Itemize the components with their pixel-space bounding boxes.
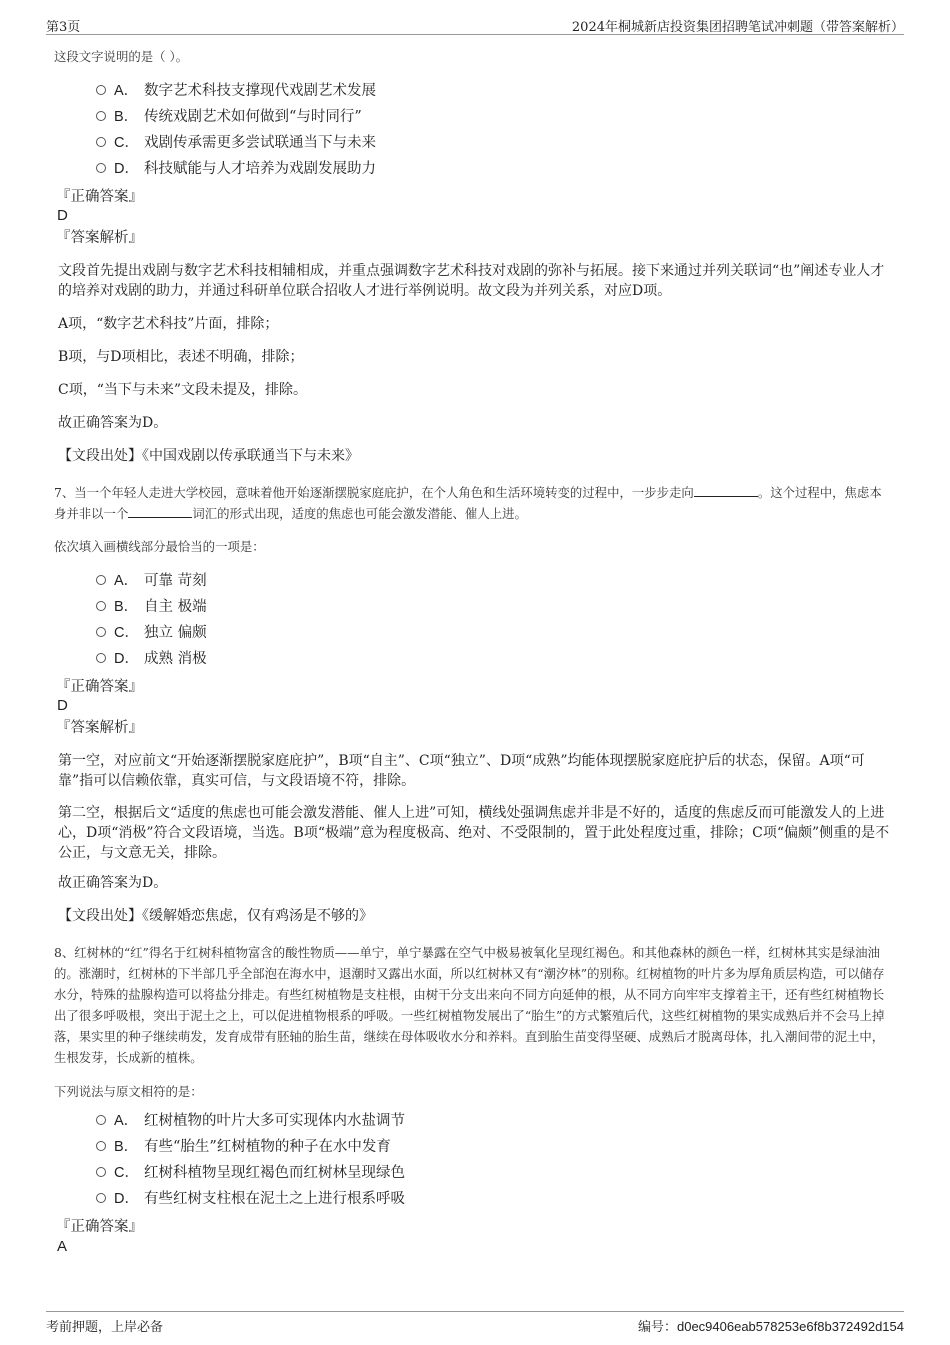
q6-option-d[interactable]: D． 科技赋能与人才培养为戏剧发展助力: [96, 158, 376, 180]
document-title: 2024年桐城新店投资集团招聘笔试冲刺题（带答案解析）: [571, 20, 904, 35]
q7-answer: D: [57, 697, 68, 714]
radio-icon[interactable]: [96, 575, 106, 585]
q7-option-b[interactable]: B． 自主 极端: [96, 596, 207, 618]
radio-icon[interactable]: [96, 85, 106, 95]
radio-icon[interactable]: [96, 111, 106, 121]
footer-code: 编号：d0ec9406eab578253e6f8b372492d154: [637, 1319, 904, 1335]
q7-analysis-1: 第一空，对应前文“开始逐渐摆脱家庭庇护”，B项“自主”、C项“独立”、D项“成熟”均能体现摆脱家庭庇护后的状态，保留。A项“可靠”指可以信赖依靠，真实可信，与文段语境不符，排除。: [58, 753, 865, 789]
q8-option-a[interactable]: A． 红树植物的叶片大多可实现体内水盐调节: [96, 1110, 405, 1132]
q7-analysis-2: 第二空，根据后文“适度的焦虑也可能会激发潜能、催人上进”可知，横线处强调焦虑并非是不好的，适度的焦虑反而可能激发人的上进心，D项“消极”符合文段语境，当选。B项“极端”意为程度极高、绝对、不受限制的，置于此处程度过重，排除；C项“偏颇”侧重的是不公正，与文意无关，排除。: [58, 805, 890, 861]
q6-analysis-4: C项，“当下与未来”文段未提及，排除。: [58, 382, 308, 398]
radio-icon[interactable]: [96, 601, 106, 611]
q6-analysis-2: A项，“数字艺术科技”片面，排除；: [58, 316, 279, 332]
radio-icon[interactable]: [96, 1141, 106, 1151]
radio-icon[interactable]: [96, 1115, 106, 1125]
q7-option-a[interactable]: A． 可靠 苛刻: [96, 570, 207, 592]
q6-option-b[interactable]: B． 传统戏剧艺术如何做到“与时同行”: [96, 106, 362, 128]
q7-option-d[interactable]: D． 成熟 消极: [96, 648, 207, 670]
q6-source: 【文段出处】《中国戏剧以传承联通当下与未来》: [58, 448, 359, 464]
q6-answer: D: [57, 207, 68, 224]
q7-prompt: 依次填入画横线部分最恰当的一项是：: [54, 539, 265, 554]
q8-answer-label: 『正确答案』: [56, 1219, 143, 1235]
q7-answer-label: 『正确答案』: [56, 679, 143, 695]
radio-icon[interactable]: [96, 163, 106, 173]
q7-source: 【文段出处】《缓解婚恋焦虑，仅有鸡汤是不够的》: [58, 908, 373, 924]
fill-blank-1: [694, 484, 758, 497]
q6-option-c[interactable]: C． 戏剧传承需更多尝试联通当下与未来: [96, 132, 376, 154]
q6-analysis-label: 『答案解析』: [56, 230, 143, 246]
q6-analysis-1: 文段首先提出戏剧与数字艺术科技相辅相成，并重点强调数字艺术科技对戏剧的弥补与拓展。接下来通过并列关联词“也”阐述专业人才的培养对戏剧的助力，并通过科研单位联合招收人才进行举例说明。故文段为并列关系，对应D项。: [58, 263, 885, 299]
radio-icon[interactable]: [96, 653, 106, 663]
q6-option-a[interactable]: A． 数字艺术科技支撑现代戏剧艺术发展: [96, 80, 376, 102]
page-footer: [46, 1311, 904, 1334]
q8-stem: 8、红树林的“红”得名于红树科植物富含的酸性物质——单宁，单宁暴露在空气中极易被氧化呈现红褐色。和其他森林的颜色一样，红树林其实是绿油油的。涨潮时，红树林的下半部几乎全部泡在海水中，退潮时又露出水面，所以红树林又有“潮汐林”的别称。红树植物的叶片多为厚角质层构造，可以储存水分，特殊的盐腺构造可以将盐分排走。有些红树植物是支柱根，由树干分支出来向不同方向延伸的根，从不同方向牢牢支撑着主干，还有些红树植物长出了很多呼吸根，突出于泥土之上，可以促进植物根系的呼吸。一些红树植物发展出了“胎生”的方式繁殖后代，这些红树植物的果实成熟后并不会马上掉落，果实里的种子继续萌发，发育成带有胚轴的胎生苗，继续在母体吸收水分和养料。直到胎生苗变得坚硬、成熟后才脱离母体，扎入潮间带的泥土中，生根发芽，长成新的植株。: [54, 945, 885, 1065]
radio-icon[interactable]: [96, 1167, 106, 1177]
radio-icon[interactable]: [96, 1193, 106, 1203]
q6-analysis-3: B项，与D项相比，表述不明确，排除；: [58, 349, 304, 365]
q6-stem: 这段文字说明的是（ ）。: [54, 49, 189, 64]
footer-slogan: 考前押题，上岸必备: [46, 1320, 164, 1335]
q7-option-c[interactable]: C． 独立 偏颇: [96, 622, 207, 644]
q6-answer-label: 『正确答案』: [56, 189, 143, 205]
page-number: 第3页: [46, 20, 81, 35]
q8-option-b[interactable]: B． 有些“胎生”红树植物的种子在水中发育: [96, 1136, 391, 1158]
q7-analysis-3: 故正确答案为D。: [58, 875, 168, 891]
page-header: [46, 14, 904, 35]
q6-analysis-5: 故正确答案为D。: [58, 415, 168, 431]
q7-stem: 7、当一个年轻人走进大学校园，意味着他开始逐渐摆脱家庭庇护，在个人角色和生活环境转变的过程中，一步步走向 。这个过程中，焦虑本身并非以一个 词汇的形式出现，适度的焦虑也可能会激发潜能、催人上进。: [54, 485, 882, 521]
q7-analysis-label: 『答案解析』: [56, 720, 143, 736]
radio-icon[interactable]: [96, 627, 106, 637]
q8-option-c[interactable]: C． 红树科植物呈现红褐色而红树林呈现绿色: [96, 1162, 405, 1184]
radio-icon[interactable]: [96, 137, 106, 147]
q8-answer: A: [57, 1238, 68, 1255]
fill-blank-2: [128, 505, 192, 518]
q8-option-d[interactable]: D． 有些红树支柱根在泥土之上进行根系呼吸: [96, 1188, 405, 1210]
q8-prompt: 下列说法与原文相符的是：: [54, 1084, 203, 1099]
